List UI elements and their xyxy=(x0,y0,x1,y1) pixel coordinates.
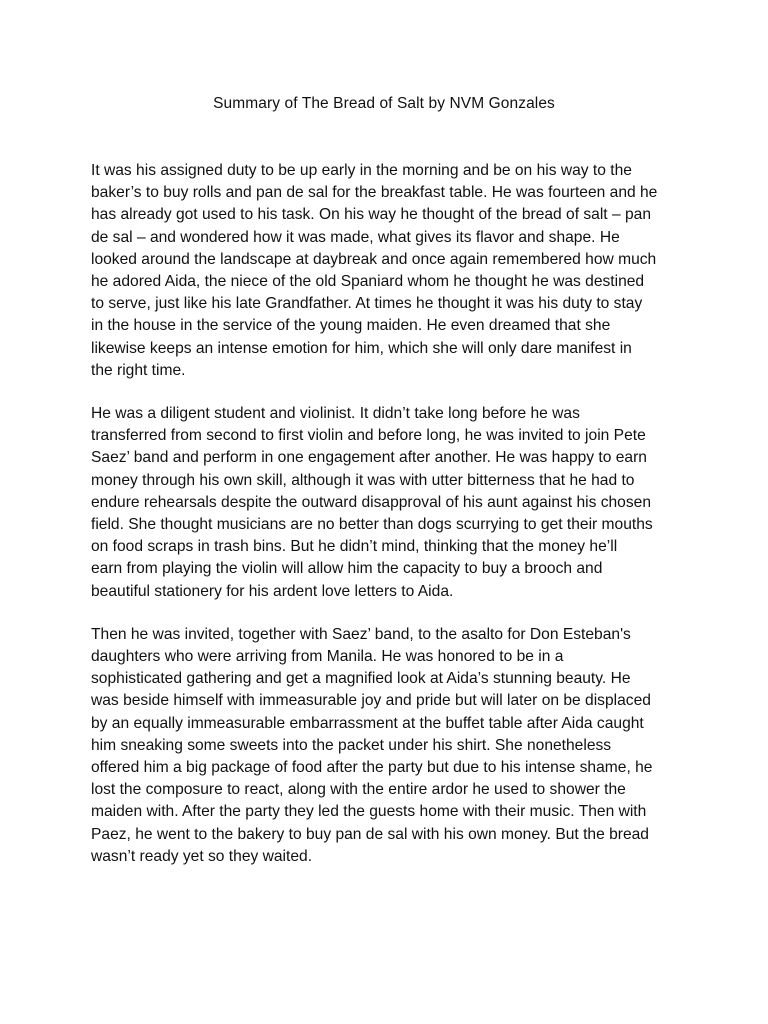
text-line: him sneaking some sweets into the packet under his shirt. She nonetheless xyxy=(91,736,612,754)
text-line: the right time. xyxy=(91,361,186,379)
text-line: Paez, he went to the bakery to buy pan de sal with his own money. But the bread xyxy=(91,825,649,843)
text-line: sophisticated gathering and get a magnified look at Aida’s stunning beauty. He xyxy=(91,670,631,688)
text-line: baker’s to buy rolls and pan de sal for the breakfast table. He was fourteen and he xyxy=(91,184,658,202)
text-line: by an equally immeasurable embarrassment at the buffet table after Aida caught xyxy=(91,714,644,732)
text-line: Saez’ band and perform in one engagement after another. He was happy to earn xyxy=(91,449,647,467)
text-line: has already got used to his task. On his way he thought of the bread of salt – pan xyxy=(91,206,651,224)
text-line: He was a diligent student and violinist. It didn’t take long before he was xyxy=(91,405,580,423)
text-line: money through his own skill, although it was with utter bitterness that he had to xyxy=(91,471,635,489)
document-title: Summary of The Bread of Salt by NVM Gonzales xyxy=(213,95,555,112)
text-line: de sal – and wondered how it was made, what gives its flavor and shape. He xyxy=(91,228,620,246)
text-line: looked around the landscape at daybreak and once again remembered how much xyxy=(91,250,657,268)
text-line: daughters who were arriving from Manila. He was honored to be in a xyxy=(91,648,564,666)
text-line: likewise keeps an intense emotion for him, which she will only dare manifest in xyxy=(91,339,632,357)
text-line: wasn’t ready yet so they waited. xyxy=(91,847,313,865)
text-line: Then he was invited, together with Saez’ band, to the asalto for Don Esteban's xyxy=(91,625,631,643)
paragraph-3 xyxy=(91,624,685,868)
text-line: was beside himself with immeasurable joy and pride but will later on be displaced xyxy=(91,692,651,710)
text-line: beautiful stationery for his ardent love letters to Aida. xyxy=(91,582,454,600)
text-line: field. She thought musicians are no better than dogs scurrying to get their mouths xyxy=(91,516,653,534)
text-line: earn from playing the violin will allow him the capacity to buy a brooch and xyxy=(91,560,603,578)
paragraph-2 xyxy=(91,403,685,603)
text-line: transferred from second to first violin and before long, he was invited to join Pete xyxy=(91,427,646,445)
text-line: on food scraps in trash bins. But he didn’t mind, thinking that the money he’ll xyxy=(91,538,618,556)
text-line: lost the composure to react, along with the entire ardor he used to shower the xyxy=(91,781,626,799)
text-line: maiden with. After the party they led the guests home with their music. Then with xyxy=(91,803,647,821)
text-line: to serve, just like his late Grandfather. At times he thought it was his duty to stay xyxy=(91,295,643,313)
paragraph-1 xyxy=(91,160,685,382)
text-line: he adored Aida, the niece of the old Spaniard whom he thought he was destined xyxy=(91,273,645,291)
text-line: in the house in the service of the young maiden. He even dreamed that she xyxy=(91,317,611,335)
text-line: endure rehearsals despite the outward disapproval of his aunt against his chosen xyxy=(91,493,651,511)
text-line: It was his assigned duty to be up early in the morning and be on his way to the xyxy=(91,162,632,179)
document-body xyxy=(91,160,685,889)
text-line: offered him a big package of food after the party but due to his intense shame, he xyxy=(91,759,653,777)
